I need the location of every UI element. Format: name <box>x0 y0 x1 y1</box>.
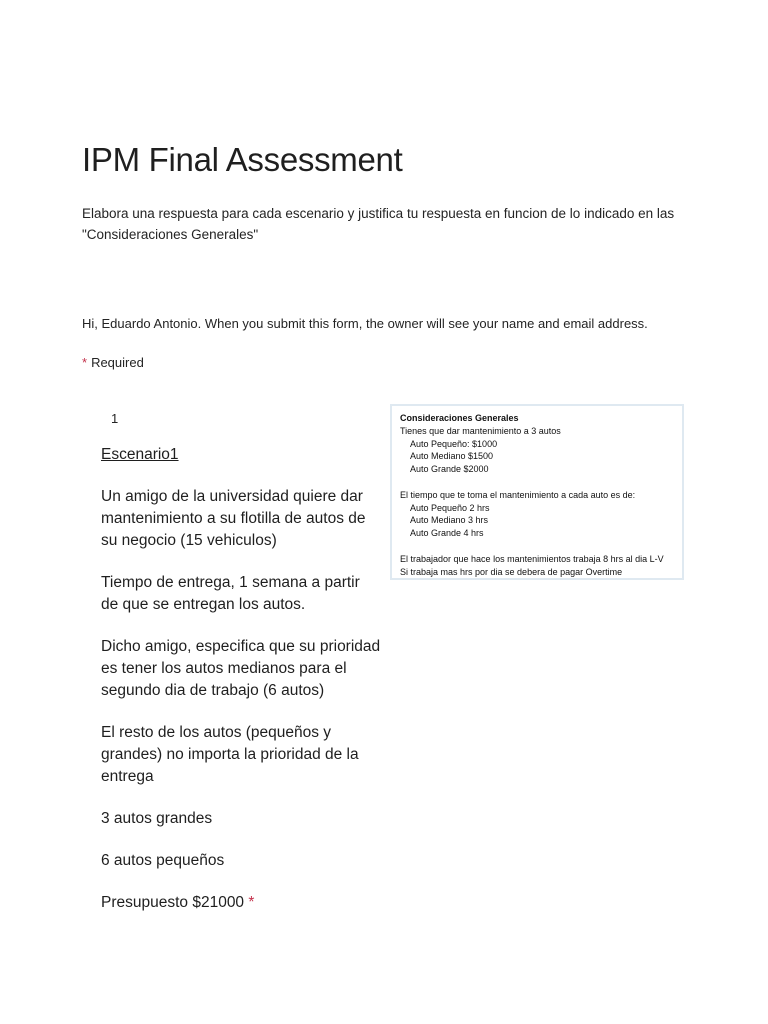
time-item: Auto Grande 4 hrs <box>410 528 484 539</box>
form-title: IPM Final Assessment <box>82 141 403 178</box>
form-description: Elabora una respuesta para cada escenario y justifica tu respuesta en funcion de lo indicado en las "Consideraciones Generales" <box>82 206 675 242</box>
worker-note: El trabajador que hace los mantenimientos trabaja 8 hrs al dia L-V <box>400 553 664 564</box>
required-label: Required <box>91 355 144 370</box>
scenario-heading: Escenario1 <box>101 446 179 463</box>
considerations-image <box>390 404 684 580</box>
budget-line <box>101 892 381 914</box>
scenario-paragraph: Un amigo de la universidad quiere dar mantenimiento a su flotilla de autos de su negocio (15 vehiculos) <box>101 488 366 549</box>
required-asterisk: * <box>82 355 88 370</box>
required-legend <box>82 353 144 373</box>
considerations-intro: Tienes que dar mantenimiento a 3 autos <box>400 425 561 436</box>
time-item: Auto Pequeño 2 hrs <box>410 502 490 513</box>
scenario-paragraph: 3 autos grandes <box>101 810 213 827</box>
scenario-paragraph: Tiempo de entrega, 1 semana a partir de que se entregan los autos. <box>101 574 360 613</box>
question-number: 1 <box>111 411 119 426</box>
time-intro: El tiempo que te toma el mantenimiento a cada auto es de: <box>400 489 636 500</box>
budget-text: Presupuesto $21000 <box>101 894 245 911</box>
scenario-paragraph: El resto de los autos (pequeños y grandes) no importa la prioridad de la entrega <box>101 724 359 785</box>
question-1 <box>101 444 381 934</box>
question-required-asterisk: * <box>248 894 255 911</box>
price-item: Auto Grande $2000 <box>410 464 489 475</box>
scenario-paragraph: Dicho amigo, especifica que su prioridad es tener los autos medianos para el segundo dia de trabajo (6 autos) <box>101 638 381 699</box>
owner-notice: Hi, Eduardo Antonio. When you submit this form, the owner will see your name and email address. <box>82 316 648 331</box>
price-item: Auto Pequeño: $1000 <box>410 438 498 449</box>
price-item: Auto Mediano $1500 <box>410 451 494 462</box>
considerations-title: Consideraciones Generales <box>400 413 519 423</box>
time-item: Auto Mediano 3 hrs <box>410 515 489 526</box>
scenario-paragraph: 6 autos pequeños <box>101 852 225 869</box>
overtime-note: Si trabaja mas hrs por dia se debera de pagar Overtime <box>400 566 623 577</box>
